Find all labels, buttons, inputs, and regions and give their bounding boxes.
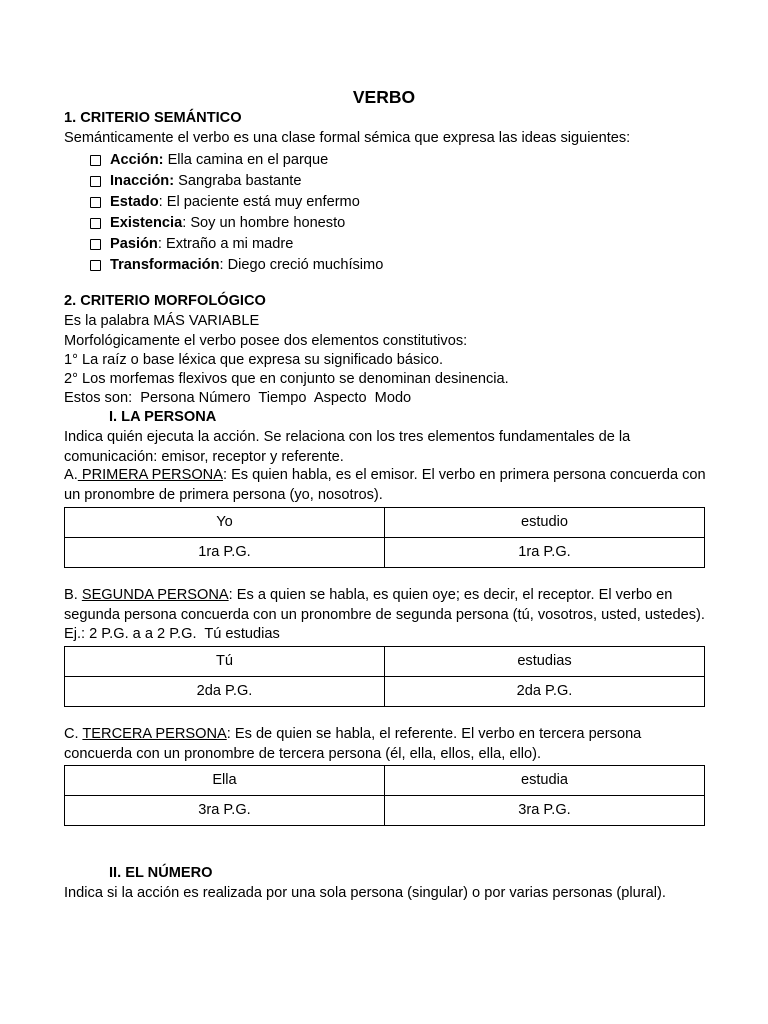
checkbox-icon	[90, 176, 101, 187]
paragraph-prefix: A.	[64, 467, 78, 483]
numero-text: Indica si la acción es realizada por una sola persona (singular) o por varias personas (plural).	[64, 885, 666, 901]
table-cell: estudio	[385, 508, 705, 538]
persona-heading: I. LA PERSONA	[109, 409, 217, 425]
primera-persona-label: PRIMERA PERSONA	[77, 467, 223, 483]
table-cell: 1ra P.G.	[65, 538, 385, 568]
table-row	[65, 766, 705, 796]
checklist-item	[90, 213, 383, 234]
table-cell: estudia	[385, 766, 705, 796]
section-2-line-1: Es la palabra MÁS VARIABLE	[64, 313, 260, 329]
segunda-persona-table	[64, 646, 705, 707]
section-2-line-2: Morfológicamente el verbo posee dos elementos constitutivos:	[64, 333, 468, 349]
table-cell: Tú	[65, 647, 385, 677]
item-example: El paciente está muy enfermo	[166, 194, 360, 210]
table-row	[65, 538, 705, 568]
item-term: Inacción:	[110, 173, 175, 189]
tercera-persona-paragraph	[64, 725, 708, 764]
section-2-line-4: 2° Los morfemas flexivos que en conjunto se denominan desinencia.	[64, 371, 509, 387]
table-row	[65, 677, 705, 707]
checklist-item	[90, 255, 383, 276]
checklist-item	[90, 234, 383, 255]
paragraph-text: : Es a quien se habla, es quien oye; es decir, el receptor. El verbo en segunda persona concuerda con un pronombre de segunda persona (tú, vosotros, usted, ustedes). Ej.: 2 P.G. a a 2 P.G. Tú estudias	[64, 587, 709, 642]
table-cell: 2da P.G.	[65, 677, 385, 707]
item-term: Acción:	[110, 152, 164, 168]
tercera-persona-table	[64, 765, 705, 826]
checkbox-icon	[90, 260, 101, 271]
section-2-line-5: Estos son: Persona Número Tiempo Aspecto Modo	[64, 390, 412, 406]
segunda-persona-paragraph	[64, 586, 708, 645]
section-1-intro: Semánticamente el verbo es una clase formal sémica que expresa las ideas siguientes:	[64, 130, 631, 146]
table-row	[65, 508, 705, 538]
table-cell: Yo	[65, 508, 385, 538]
checkbox-icon	[90, 239, 101, 250]
item-term: Transformación	[110, 257, 220, 273]
table-row	[65, 647, 705, 677]
item-example: Diego creció muchísimo	[227, 257, 384, 273]
primera-persona-paragraph	[64, 466, 708, 505]
document-title: VERBO	[352, 87, 416, 107]
table-cell: 2da P.G.	[385, 677, 705, 707]
checkbox-icon	[90, 197, 101, 208]
persona-intro: Indica quién ejecuta la acción. Se relaciona con los tres elementos fundamentales de la comunicación: emisor, receptor y referente.	[64, 429, 631, 465]
item-example: Extraño a mi madre	[165, 236, 294, 252]
table-row	[65, 796, 705, 826]
table-cell: 3ra P.G.	[65, 796, 385, 826]
paragraph-prefix: B.	[64, 587, 82, 603]
section-1-heading: 1. CRITERIO SEMÁNTICO	[64, 110, 242, 126]
item-term: Pasión	[110, 236, 158, 252]
checklist-item	[90, 171, 383, 192]
checkbox-icon	[90, 155, 101, 166]
item-sep: :	[182, 215, 191, 231]
tercera-persona-label: TERCERA PERSONA	[82, 726, 227, 742]
primera-persona-table	[64, 507, 705, 568]
section-2-line-3: 1° La raíz o base léxica que expresa su significado básico.	[64, 352, 444, 368]
item-sep: :	[157, 236, 166, 252]
section-2-heading: 2. CRITERIO MORFOLÓGICO	[64, 293, 266, 309]
table-cell: estudias	[385, 647, 705, 677]
item-example: Sangraba bastante	[178, 173, 302, 189]
segunda-persona-label: SEGUNDA PERSONA	[81, 587, 229, 603]
checklist-item	[90, 192, 383, 213]
item-example: Ella camina en el parque	[167, 152, 329, 168]
item-term: Estado	[110, 194, 159, 210]
item-example: Soy un hombre honesto	[190, 215, 346, 231]
item-sep: :	[219, 257, 228, 273]
table-cell: Ella	[65, 766, 385, 796]
item-sep: :	[158, 194, 167, 210]
checkbox-icon	[90, 218, 101, 229]
paragraph-prefix: C.	[64, 726, 83, 742]
table-cell: 3ra P.G.	[385, 796, 705, 826]
numero-heading: II. EL NÚMERO	[109, 865, 213, 881]
semantic-checklist	[90, 150, 383, 276]
item-term: Existencia	[110, 215, 183, 231]
paragraph-text: : Es de quien se habla, el referente. El verbo en tercera persona concuerda con un pronombre de tercera persona (él, ella, ellos, ella, ello).	[64, 726, 642, 762]
paragraph-text: : Es quien habla, es el emisor. El verbo en primera persona concuerda con un pronombre de primera persona (yo, nosotros).	[64, 467, 706, 503]
table-cell: 1ra P.G.	[385, 538, 705, 568]
checklist-item	[90, 150, 383, 171]
